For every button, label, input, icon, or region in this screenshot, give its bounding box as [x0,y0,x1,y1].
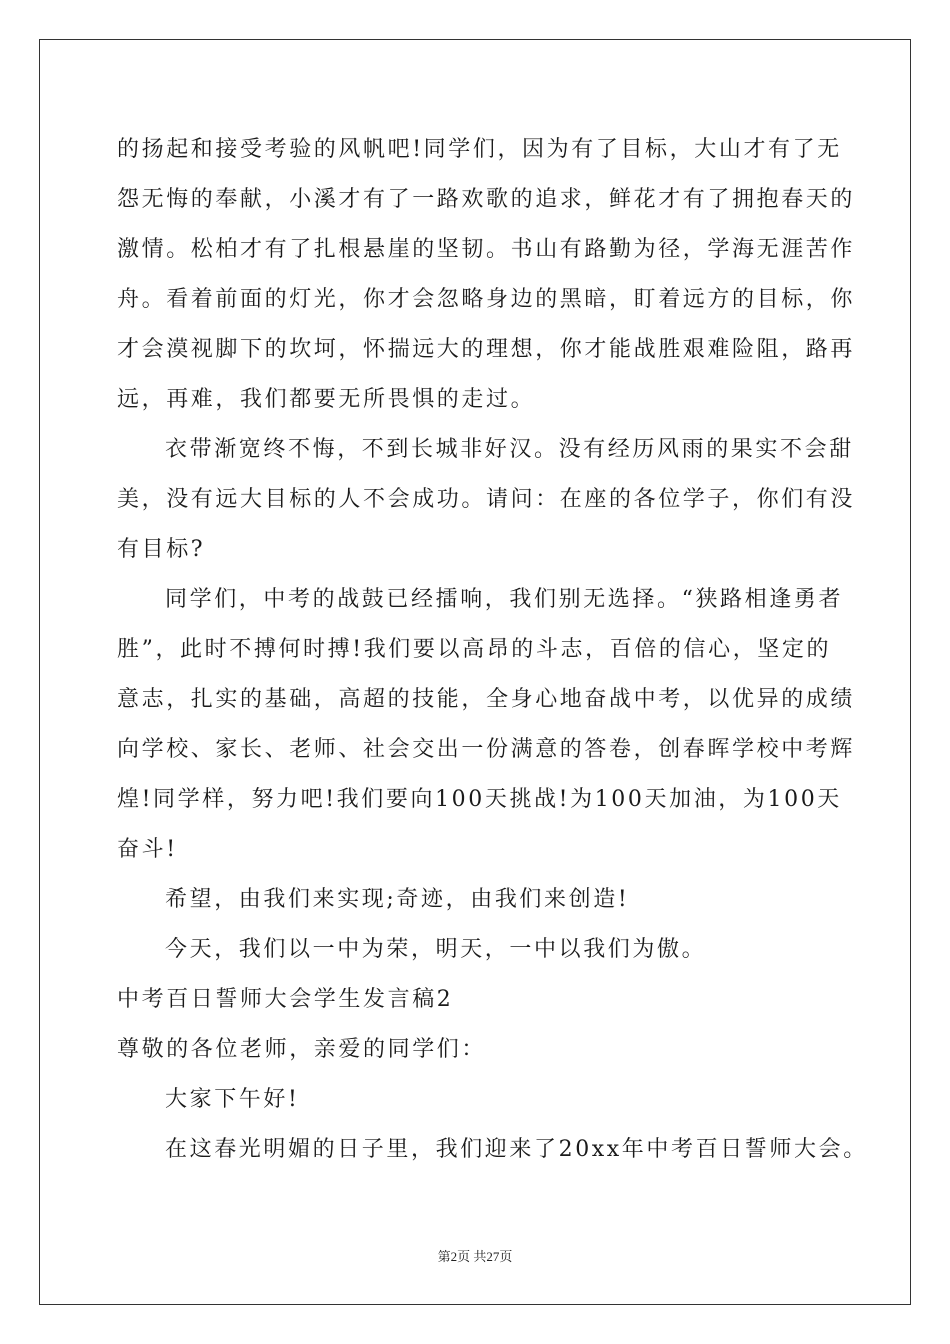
text-line-21: 在这春光明媚的日子里，我们迎来了20xx年中考百日誓师大会。 [165,1137,868,1162]
salutation: 尊敬的各位老师，亲爱的同学们： [117,1037,487,1062]
text-line-17: 今天，我们以一中为荣，明天，一中以我们为傲。 [165,937,707,962]
text-line-6: 远，再难，我们都要无所畏惧的走过。 [117,387,536,412]
text-line-14: 煌!同学样，努力吧!我们要向100天挑战!为100天加油，为100天 [117,787,842,812]
document-body [117,125,868,1175]
greeting: 大家下午好! [165,1087,300,1112]
text-line-13: 向学校、家长、老师、社会交出一份满意的答卷，创春晖学校中考辉 [117,737,856,762]
text-line-1: 的扬起和接受考验的风帆吧!同学们，因为有了目标，大山才有了无 [117,137,842,162]
text-line-9: 有目标? [117,537,206,562]
text-line-12: 意志，扎实的基础，高超的技能，全身心地奋战中考，以优异的成绩 [117,687,856,712]
text-line-16: 希望，由我们来实现;奇迹，由我们来创造! [165,887,630,912]
text-line-11: 胜”，此时不搏何时搏!我们要以高昂的斗志，百倍的信心，坚定的 [117,637,832,662]
page-footer: 第2页 共27页 [437,1249,513,1264]
text-line-3: 激情。松柏才有了扎根悬崖的坚韧。书山有路勤为径，学海无涯苦作 [117,237,856,262]
text-line-15: 奋斗! [117,837,178,862]
text-line-2: 怨无悔的奉献，小溪才有了一路欢歌的追求，鲜花才有了拥抱春天的 [117,187,856,212]
section-title: 中考百日誓师大会学生发言稿2 [117,987,454,1012]
text-line-8: 美，没有远大目标的人不会成功。请问：在座的各位学子，你们有没 [117,487,856,512]
text-line-5: 才会漠视脚下的坎坷，怀揣远大的理想，你才能战胜艰难险阻，路再 [117,337,856,362]
text-line-4: 舟。看着前面的灯光，你才会忽略身边的黑暗，盯着远方的目标，你 [117,287,856,312]
text-line-7: 衣带渐宽终不悔，不到长城非好汉。没有经历风雨的果实不会甜 [165,437,854,462]
text-line-10: 同学们，中考的战鼓已经擂响，我们别无选择。“狭路相逢勇者 [165,587,844,612]
